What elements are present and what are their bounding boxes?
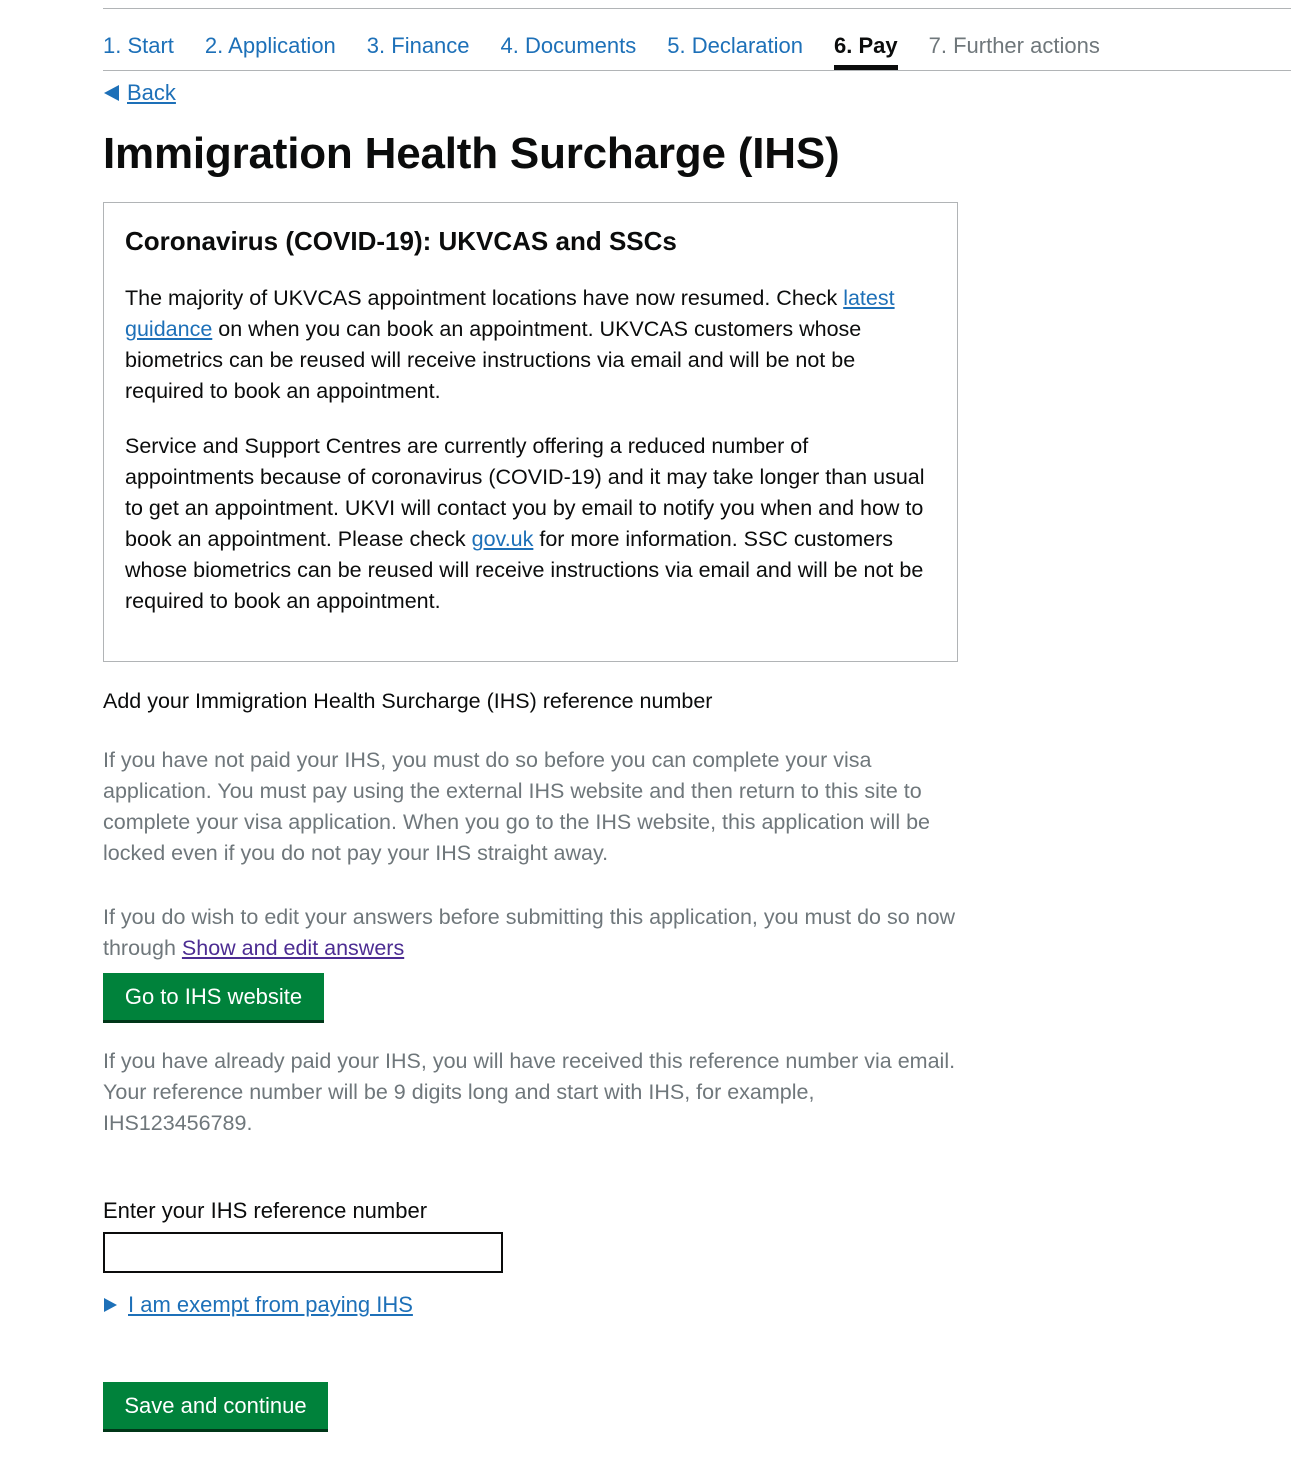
edit-answers-text: If you do wish to edit your answers before submitting this application, you must do so now through xyxy=(103,905,956,960)
notice-p1-text-before: The majority of UKVCAS appointment locations have now resumed. Check xyxy=(125,286,844,310)
latest-guidance-link[interactable]: latest guidance xyxy=(125,286,895,341)
page-title: Immigration Health Surcharge (IHS) xyxy=(103,129,840,178)
govuk-link[interactable]: gov.uk xyxy=(471,527,534,551)
top-divider xyxy=(103,8,1291,9)
notice-p1-text-after: on when you can book an appointment. UKVCAS customers whose biometrics can be reused will receive instructions via email and will be not be required to book an appointment. xyxy=(125,317,862,403)
step-start[interactable]: 1. Start xyxy=(103,33,174,58)
not-paid-instructions: If you have not paid your IHS, you must do so before you can complete your visa application. You must pay using the external IHS website and then return to this site to complete your visa application. When you go to the IHS website, this application will be locked even if you do not pay your IHS straight away. xyxy=(103,748,930,865)
exempt-from-ihs-link[interactable]: I am exempt from paying IHS xyxy=(128,1292,413,1317)
show-and-edit-answers-link[interactable]: Show and edit answers xyxy=(181,936,405,960)
already-paid-instructions: If you have already paid your IHS, you will have received this reference number via email. Your reference number will be 9 digits long and start with IHS, for example, IHS123456789. xyxy=(103,1049,956,1135)
add-reference-heading: Add your Immigration Health Surcharge (IHS) reference number xyxy=(103,689,713,713)
back-arrow-icon xyxy=(104,85,119,101)
step-finance[interactable]: 3. Finance xyxy=(366,33,470,58)
notice-paragraph-1 xyxy=(125,283,937,407)
expand-triangle-icon xyxy=(104,1298,117,1312)
notice-p2-text-after: for more information. SSC customers whose biometrics can be reused will receive instructions via email and will be not be required to book an appointment. xyxy=(125,527,924,613)
covid-notice-panel xyxy=(103,202,958,662)
back-link[interactable]: Back xyxy=(127,80,176,105)
step-navigation xyxy=(103,30,1291,71)
save-and-continue-button[interactable]: Save and continue xyxy=(103,1382,328,1429)
edit-answers-instructions xyxy=(103,902,958,964)
ihs-reference-input[interactable] xyxy=(103,1232,503,1273)
notice-heading: Coronavirus (COVID-19): UKVCAS and SSCs xyxy=(125,226,677,256)
go-to-ihs-website-button[interactable]: Go to IHS website xyxy=(103,973,324,1020)
step-documents[interactable]: 4. Documents xyxy=(500,33,637,58)
reference-input-label: Enter your IHS reference number xyxy=(103,1198,428,1223)
notice-p2-text-before: Service and Support Centres are currently offering a reduced number of appointments because of coronavirus (COVID-19) and it may take longer than usual to get an appointment. UKVI will contact you by email to notify you when and how to book an appointment. Please check xyxy=(125,434,925,551)
step-application[interactable]: 2. Application xyxy=(204,33,336,58)
back-link-container[interactable] xyxy=(104,80,176,106)
exempt-details-toggle[interactable] xyxy=(104,1292,413,1318)
step-declaration[interactable]: 5. Declaration xyxy=(667,33,804,58)
notice-paragraph-2 xyxy=(125,431,937,617)
step-further-actions: 7. Further actions xyxy=(928,33,1100,58)
step-pay[interactable]: 6. Pay xyxy=(834,30,898,70)
